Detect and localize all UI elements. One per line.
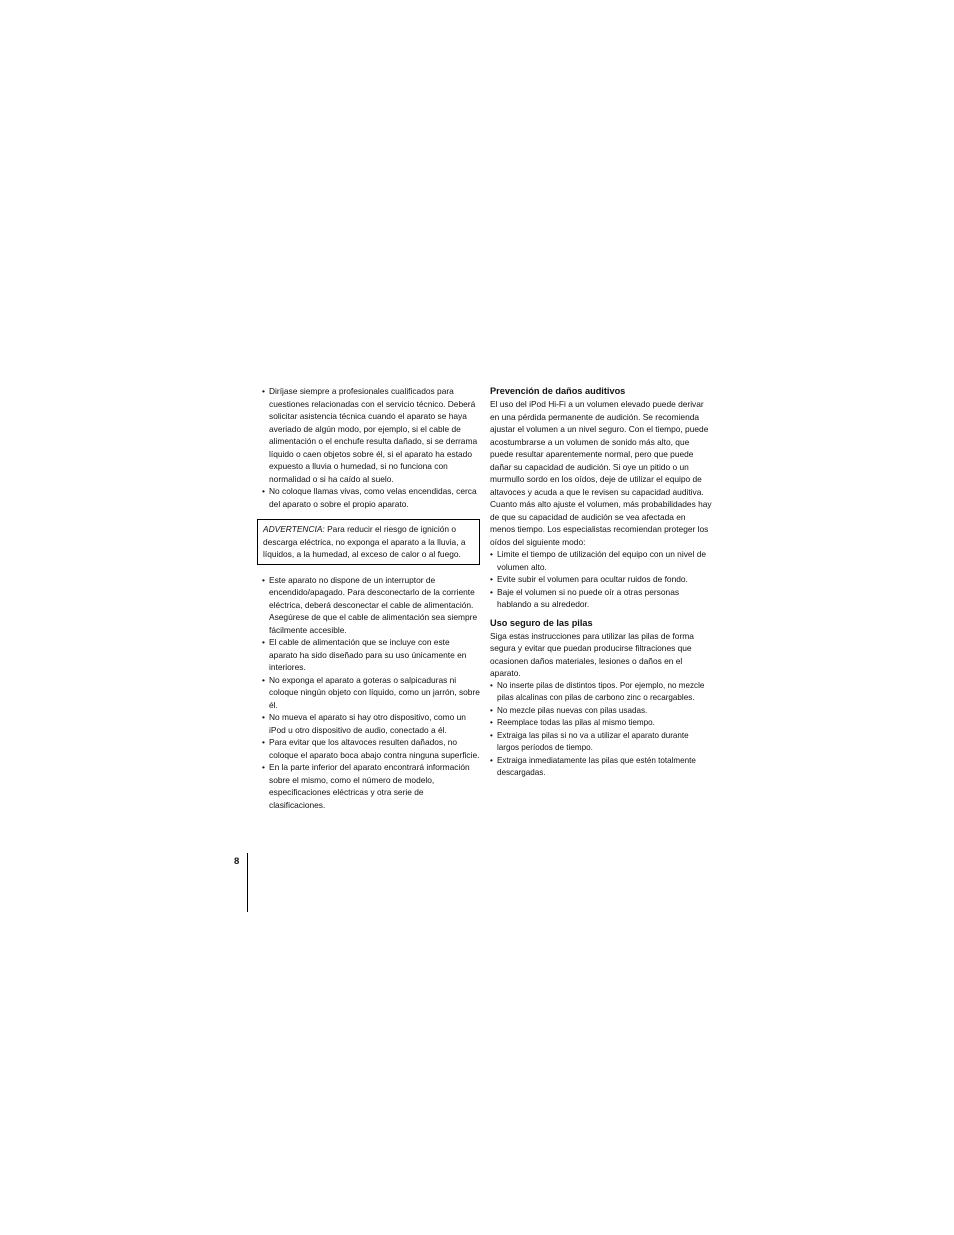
list-item: • No mueva el aparato si hay otro dispositivo, como un iPod u otro dispositivo de audio, conectado a él. [262,711,480,736]
right-column [490,385,712,780]
batteries-paragraph: Siga estas instrucciones para utilizar las pilas de forma segura y evitar que puedan producirse filtraciones que ocasionen daños materiales, lesiones o daños en el aparato. [490,630,694,678]
hearing-heading: Prevención de daños auditivos [490,386,626,396]
service-bullet-list [262,385,480,510]
list-item: • Evite subir el volumen para ocultar ruidos de fondo. [490,573,712,586]
hearing-bullet-list [490,548,712,611]
list-item: • El cable de alimentación que se incluye con este aparato ha sido diseñado para su uso únicamente en interiores. [262,636,480,674]
list-item: • Reemplace todas las pilas al mismo tiempo. [490,717,712,730]
left-column [262,385,480,811]
warning-label: ADVERTENCIA: [263,524,325,534]
list-item: • No inserte pilas de distintos tipos. Por ejemplo, no mezcle pilas alcalinas con pilas de carbono zinc o recargables. [490,680,712,705]
list-item: • En la parte inferior del aparato encontrará información sobre el mismo, como el número de modelo, especificaciones eléctricas y otra serie de clasificaciones. [262,761,480,811]
page-number-rule [247,853,248,912]
list-item: • No coloque llamas vivas, como velas encendidas, cerca del aparato o sobre el propio aparato. [262,485,480,510]
batteries-bullet-list [490,680,712,780]
page-number: 8 [234,856,240,867]
list-item: • Diríjase siempre a profesionales cualificados para cuestiones relacionadas con el servicio técnico. Deberá solicitar asistencia técnica cuando el aparato se haya averiado de algún modo, por ejemplo, si el cable de alimentación o el enchufe resulta dañado, si se derrama líquido o caen objetos sobre él, si el aparato ha estado expuesto a lluvia o humedad, si no funciona con normalidad o si ha caído al suelo. [262,385,480,485]
warning-box [257,519,480,565]
batteries-heading: Uso seguro de las pilas [490,617,593,628]
hearing-section [490,385,712,611]
list-item: • Este aparato no dispone de un interruptor de encendido/apagado. Para desconectarlo de la corriente eléctrica, deberá desconectar el cable de alimentación. Asegúrese de que el cable de alimentación sea siempre fácilmente accesible. [262,574,480,637]
list-item: • No exponga el aparato a goteras o salpicaduras ni coloque ningún objeto con líquido, como un jarrón, sobre él. [262,674,480,712]
list-item: • Para evitar que los altavoces resulten dañados, no coloque el aparato boca abajo contra ninguna superficie. [262,736,480,761]
warning-text: Para reducir el riesgo de ignición o descarga eléctrica, no exponga el aparato a la lluvia, a líquidos, a la humedad, al exceso de calor o al fuego. [263,524,466,559]
list-item: • Extraiga las pilas si no va a utilizar el aparato durante largos períodos de tiempo. [490,730,712,755]
batteries-section [490,617,712,780]
list-item: • Limite el tiempo de utilización del equipo con un nivel de volumen alto. [490,548,712,573]
safety-bullet-list [262,574,480,812]
list-item: • Extraiga inmediatamente las pilas que estén totalmente descargadas. [490,755,712,780]
list-item: • No mezcle pilas nuevas con pilas usadas. [490,705,712,718]
list-item: • Baje el volumen si no puede oír a otras personas hablando a su alrededor. [490,586,712,611]
hearing-paragraph: El uso del iPod Hi-Fi a un volumen elevado puede derivar en una pérdida permanente de audición. Se recomienda ajustar el volumen a un nivel seguro. Con el tiempo, puede acostumbrarse a un volumen de sonido más alto, que puede resultar aparentemente normal, pero que puede dañar su capacidad de audición. Si oye un pitido o un murmullo sordo en los oídos, deje de utilizar el equipo de altavoces y acuda a que le revisen su capacidad auditiva. Cuanto más alto ajuste el volumen, más probabilidades hay de que su capacidad de audición se vea afectada en menos tiempo. Los especialistas recomiendan proteger los oídos del siguiente modo: [490,399,712,547]
